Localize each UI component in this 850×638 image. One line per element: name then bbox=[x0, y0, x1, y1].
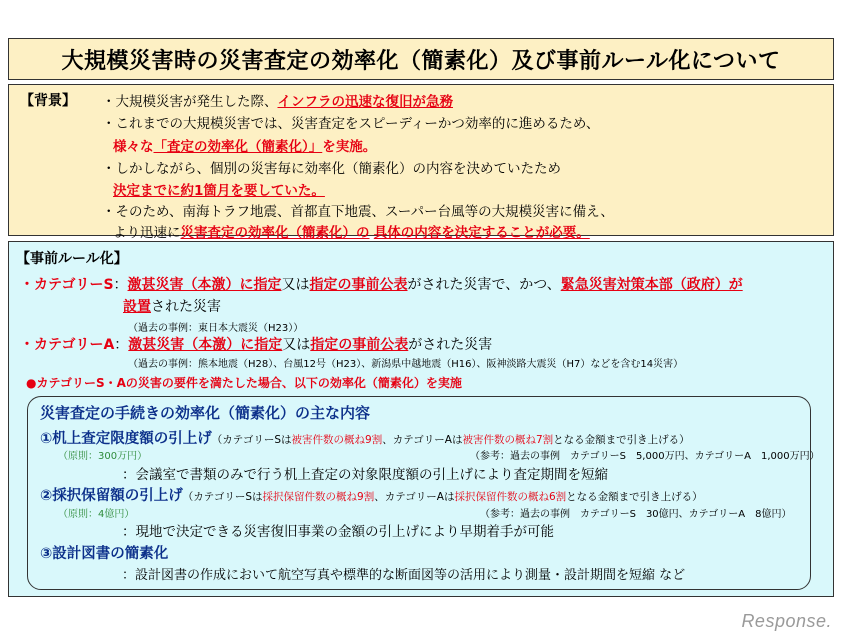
rules-heading: 【事前ルール化】 bbox=[16, 251, 128, 267]
page-title bbox=[8, 38, 834, 80]
category-a-row: ・カテゴリーA：激甚災害（本激）に指定又は指定の事前公表がされた災害 bbox=[20, 337, 493, 353]
background-line-3: 様々な「査定の効率化（簡素化）」を実施。 bbox=[113, 139, 377, 155]
response-watermark: Response. bbox=[741, 611, 832, 631]
measure-3: ③設計図書の簡素化 bbox=[40, 546, 169, 562]
rules-bullet: ●カテゴリーS・Aの災害の要件を満たした場合、以下の効率化（簡素化）を実施 bbox=[26, 376, 462, 390]
measure-2: ②採択保留額の引上げ（カテゴリーSは採択保留件数の概ね9割、カテゴリーAは採択保留件数の概ね6割となる金額まで引き上げる） bbox=[40, 488, 703, 504]
background-line-6: ・そのため、南海トラフ地震、首都直下地震、スーパー台風等の大規模災害に備え、 bbox=[102, 204, 614, 220]
measure-3-effect: ：設計図書の作成において航空写真や標準的な断面図等の活用により測量・設計期間を短縮 など bbox=[122, 568, 686, 583]
measure-2-effect: ：現地で決定できる災害復旧事業の金額の引上げにより早期着手が可能 bbox=[122, 524, 554, 540]
category-s-row-cont: 設置された災害 bbox=[123, 299, 221, 315]
measure-1: ①机上査定限度額の引上げ（カテゴリーSは被害件数の概ね9割、カテゴリーAは被害件数の概ね7割となる金額まで引き上げる） bbox=[40, 431, 690, 447]
category-s-row: ・カテゴリーS：激甚災害（本激）に指定又は指定の事前公表がされた災害で、かつ、緊急災害対策本部（政府）が bbox=[20, 277, 743, 293]
measure-1-reference: （参考：過去の事例 カテゴリーS 5,000万円、カテゴリーA 1,000万円） bbox=[470, 451, 820, 462]
background-heading: 【背景】 bbox=[20, 93, 76, 109]
background-line-4: ・しかしながら、個別の災害毎に効率化（簡素化）の内容を決めていたため bbox=[102, 161, 561, 177]
page-title-text: 大規模災害時の災害査定の効率化（簡素化）及び事前ルール化について bbox=[61, 48, 781, 74]
background-line-7: より迅速に災害査定の効率化（簡素化）の 具体の内容を決定することが必要。 bbox=[113, 225, 590, 241]
measure-1-effect: ：会議室で書類のみで行う机上査定の対象限度額の引上げにより査定期間を短縮 bbox=[122, 467, 608, 483]
measure-2-reference: （参考：過去の事例 カテゴリーS 30億円、カテゴリーA 8億円） bbox=[480, 509, 792, 520]
measure-2-original: （原則：4億円） bbox=[58, 509, 135, 520]
category-a-example: （過去の事例：熊本地震（H28）、台風12号（H23）、新潟県中越地震（H16）、阪神淡路大震災（H7）などを含む14災害） bbox=[128, 359, 684, 370]
background-line-5: 決定までに約1箇月を要していた。 bbox=[113, 183, 325, 199]
measure-1-original: （原則：300万円） bbox=[58, 451, 148, 462]
category-s-example: （過去の事例：東日本大震災（H23）） bbox=[128, 323, 304, 334]
background-line-1: ・大規模災害が発生した際、インフラの迅速な復旧が急務 bbox=[102, 94, 453, 110]
background-line-2: ・これまでの大規模災害では、災害査定をスピーディーかつ効率的に進めるため、 bbox=[102, 116, 600, 132]
measures-title: 災害査定の手続きの効率化（簡素化）の主な内容 bbox=[40, 404, 371, 422]
